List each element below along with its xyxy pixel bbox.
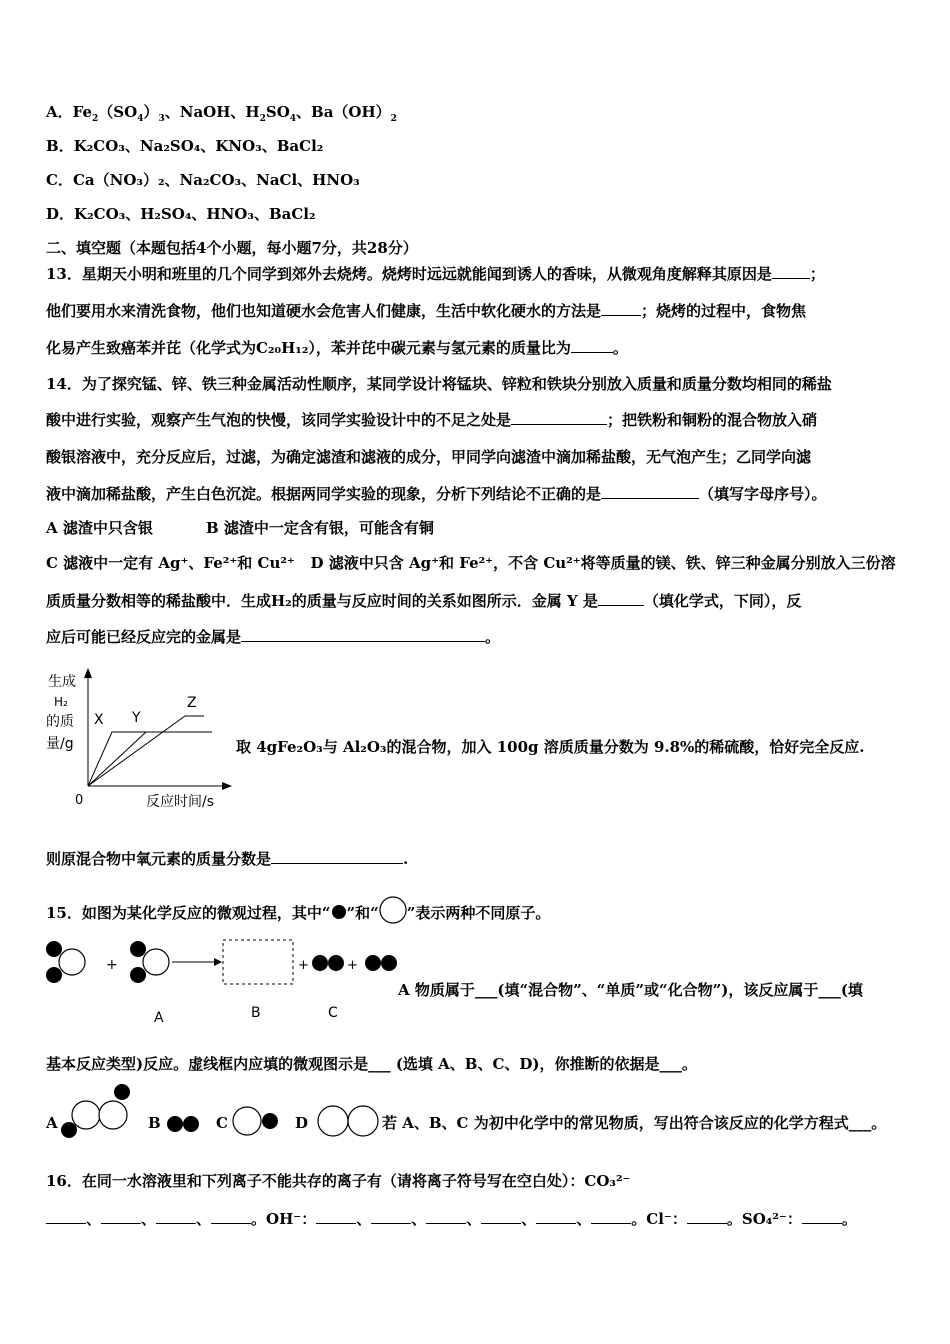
molecule-c-1 [312, 955, 344, 971]
option-d: D．K₂CO₃、H₂SO₄、HNO₃、BaCl₂ [46, 205, 316, 223]
graph-xlabel: 反应时间/s [146, 794, 215, 810]
q16-blank-9[interactable] [536, 1209, 576, 1224]
q16-cl-label: 。Cl⁻： [631, 1210, 687, 1228]
q15-line1: 15．如图为某化学反应的微观过程，其中“ ”和“ ”表示两种不同原子。 [46, 896, 550, 924]
molecule-c-2 [365, 955, 397, 971]
q13-line1: 13．星期天小明和班里的几个同学到郊外去烧烤。烧烤时远远就能闻到诱人的香味，从微观角度解释其原因是 ； [46, 265, 825, 283]
graph-ylabel-4: 量/g [46, 736, 74, 752]
curve-label-z: Z [187, 695, 197, 711]
q14-line9: 则原混合物中氧元素的质量分数是 . [46, 850, 409, 868]
q16-blank-7[interactable] [426, 1209, 466, 1224]
q14-blank-1[interactable] [511, 410, 607, 425]
curve-label-x: X [94, 712, 104, 728]
q14-blank-2[interactable] [601, 484, 699, 499]
option-d-text: K₂CO₃、H₂SO₄、HNO₃、BaCl₂ [74, 205, 316, 223]
q16-blank-4[interactable] [211, 1209, 251, 1224]
label-c: C [328, 1005, 338, 1021]
q15-line4-tail: 若 A、B、C 为初中化学中的常见物质，写出符合该反应的化学方程式___。 [382, 1114, 887, 1132]
option-c: C．Ca（NO₃）₂、Na₂CO₃、NaCl、HNO₃ [46, 171, 360, 189]
q14-blank-5[interactable] [271, 849, 403, 864]
graph-y-arrow [84, 668, 92, 678]
q14-line1: 14．为了探究锰、锌、铁三种金属活动性顺序，某同学设计将锰块、锌粒和铁块分别放入质量和质量分数均相同的稀盐 [46, 375, 832, 393]
q14-option-cd [46, 552, 896, 574]
curve-x [88, 732, 212, 786]
black-atom-icon [331, 904, 347, 920]
plus-1: + [106, 957, 118, 973]
q14-side-text: 取 4gFe₂O₃与 Al₂O₃的混合物，加入 100g 溶质质量分数为 9.8%的稀硫酸，恰好完全反应. [236, 738, 865, 756]
q13-line2: 他们要用水来清洗食物，他们也知道硬水会危害人们健康，生活中软化硬水的方法是 ；烧烤的过程中，食物焦 [46, 302, 807, 320]
q15-option-c-label: C [216, 1114, 228, 1132]
option-d-molecule [316, 1104, 382, 1138]
curve-z [88, 716, 204, 786]
q16-line1: 16．在同一水溶液里和下列离子不能共存的离子有（请将离子符号写在空白处）：CO₃²⁻ [46, 1172, 631, 1190]
graph-x-arrow [222, 782, 232, 790]
plus-2: + [298, 958, 309, 973]
q14-line8: 应后可能已经反应完的金属是 。 [46, 628, 501, 646]
q13-blank-3[interactable] [571, 338, 613, 353]
molecule-a-1 [46, 941, 85, 983]
q14-blank-4[interactable] [241, 627, 485, 642]
q14-line4: 液中滴加稀盐酸，产生白色沉淀。根据两同学实验的现象，分析下列结论不正确的是 （填写字母序号）。 [46, 485, 827, 503]
q16-oh-label: 。OH⁻： [251, 1210, 317, 1228]
curve-y [88, 732, 146, 786]
q16-blank-10[interactable] [591, 1209, 631, 1224]
q16-blank-1[interactable] [46, 1209, 86, 1224]
q16-blank-3[interactable] [156, 1209, 196, 1224]
q16-line2: 、 、 、 。OH⁻： 、 、 、 、 、 。Cl⁻： 。SO₄²⁻： 。 [46, 1208, 857, 1230]
label-b: B [251, 1005, 261, 1021]
q13-line3: 化易产生致癌苯并芘（化学式为C₂₀H₁₂），苯并芘中碳元素与氢元素的质量比为 。 [46, 339, 628, 357]
graph-ylabel-2: H₂ [54, 695, 68, 709]
label-a: A [154, 1010, 164, 1026]
white-atom-icon [379, 896, 407, 924]
q15-option-d-label: D [295, 1114, 309, 1132]
graph-ylabel-3: 的质 [46, 714, 74, 730]
q16-blank-5[interactable] [316, 1209, 356, 1224]
graph-origin: 0 [75, 793, 84, 808]
q14-option-a: A 滤渣中只含银 [46, 519, 153, 537]
option-c-text: Ca（NO₃）₂、Na₂CO₃、NaCl、HNO₃ [72, 171, 360, 189]
q13-blank-1[interactable] [772, 264, 810, 279]
plus-3: + [347, 958, 358, 973]
q16-blank-6[interactable] [371, 1209, 411, 1224]
q16-blank-2[interactable] [101, 1209, 141, 1224]
option-a-letter: A [46, 103, 58, 121]
q14-option-d: D 滤液中只含 Ag⁺和 Fe²⁺，不含 Cu²⁺将等质量的镁、铁、锌三种金属分别放入三份溶 [310, 554, 896, 572]
q13-blank-2[interactable] [601, 301, 641, 316]
q14-line3: 酸银溶液中，充分反应后，过滤，为确定滤渣和滤液的成分，甲同学向滤渣中滴加稀盐酸，无气泡产生；乙同学向滤 [46, 448, 812, 466]
q16-blank-12[interactable] [802, 1209, 842, 1224]
q14-option-c: C 滤液中一定有 Ag⁺、Fe²⁺和 Cu²⁺ [46, 554, 295, 572]
q16-blank-11[interactable] [687, 1209, 727, 1224]
reaction-arrow-head [214, 958, 222, 966]
option-a-molecule [58, 1082, 136, 1142]
q15-side-text: A 物质属于___(填“混合物”、“单质”或“化合物”)，该反应属于___(填 [398, 981, 863, 999]
q15-line3: 基本反应类型)反应。虚线框内应填的微观图示是___ (选填 A、B、C、D)，你推断的依据是___。 [46, 1055, 698, 1073]
option-b: B．K₂CO₃、Na₂SO₄、KNO₃、BaCl₂ [46, 137, 324, 155]
h2-mass-time-graph [40, 666, 240, 816]
q16-so4-label: 。SO₄²⁻： [726, 1210, 802, 1228]
curve-label-y: Y [132, 710, 141, 726]
graph-ylabel-1: 生成 [48, 674, 76, 690]
option-b-text: K₂CO₃、Na₂SO₄、KNO₃、BaCl₂ [73, 137, 324, 155]
q15-option-a-label: A [46, 1114, 58, 1132]
molecule-a-2 [130, 941, 169, 983]
reaction-diagram [44, 934, 404, 1029]
q14-blank-3[interactable] [598, 591, 644, 606]
option-c-molecule [230, 1104, 286, 1138]
option-b-molecule [164, 1113, 204, 1135]
q14-line2: 酸中进行实验，观察产生气泡的快慢，该同学实验设计中的不足之处是 ；把铁粉和铜粉的混合物放入硝 [46, 411, 818, 429]
option-a-text: Fe [72, 103, 93, 121]
dashed-box[interactable] [223, 940, 293, 984]
section-heading: 二、填空题（本题包括4个小题，每小题7分，共28分） [46, 239, 418, 257]
option-a: A．$Fe_2(SO_4)_3$、NaOH、$H_2SO_4$、$Ba(OH)_2$ [46, 103, 397, 124]
q15-option-b-label: B [148, 1114, 161, 1132]
q14-option-b: B 滤渣中一定含有银，可能含有铜 [206, 519, 434, 537]
q14-line7: 质质量分数相等的稀盐酸中．生成H₂的质量与反应时间的关系如图所示．金属 Y 是 （填化学式，下同），反 [46, 592, 802, 610]
q16-blank-8[interactable] [481, 1209, 521, 1224]
